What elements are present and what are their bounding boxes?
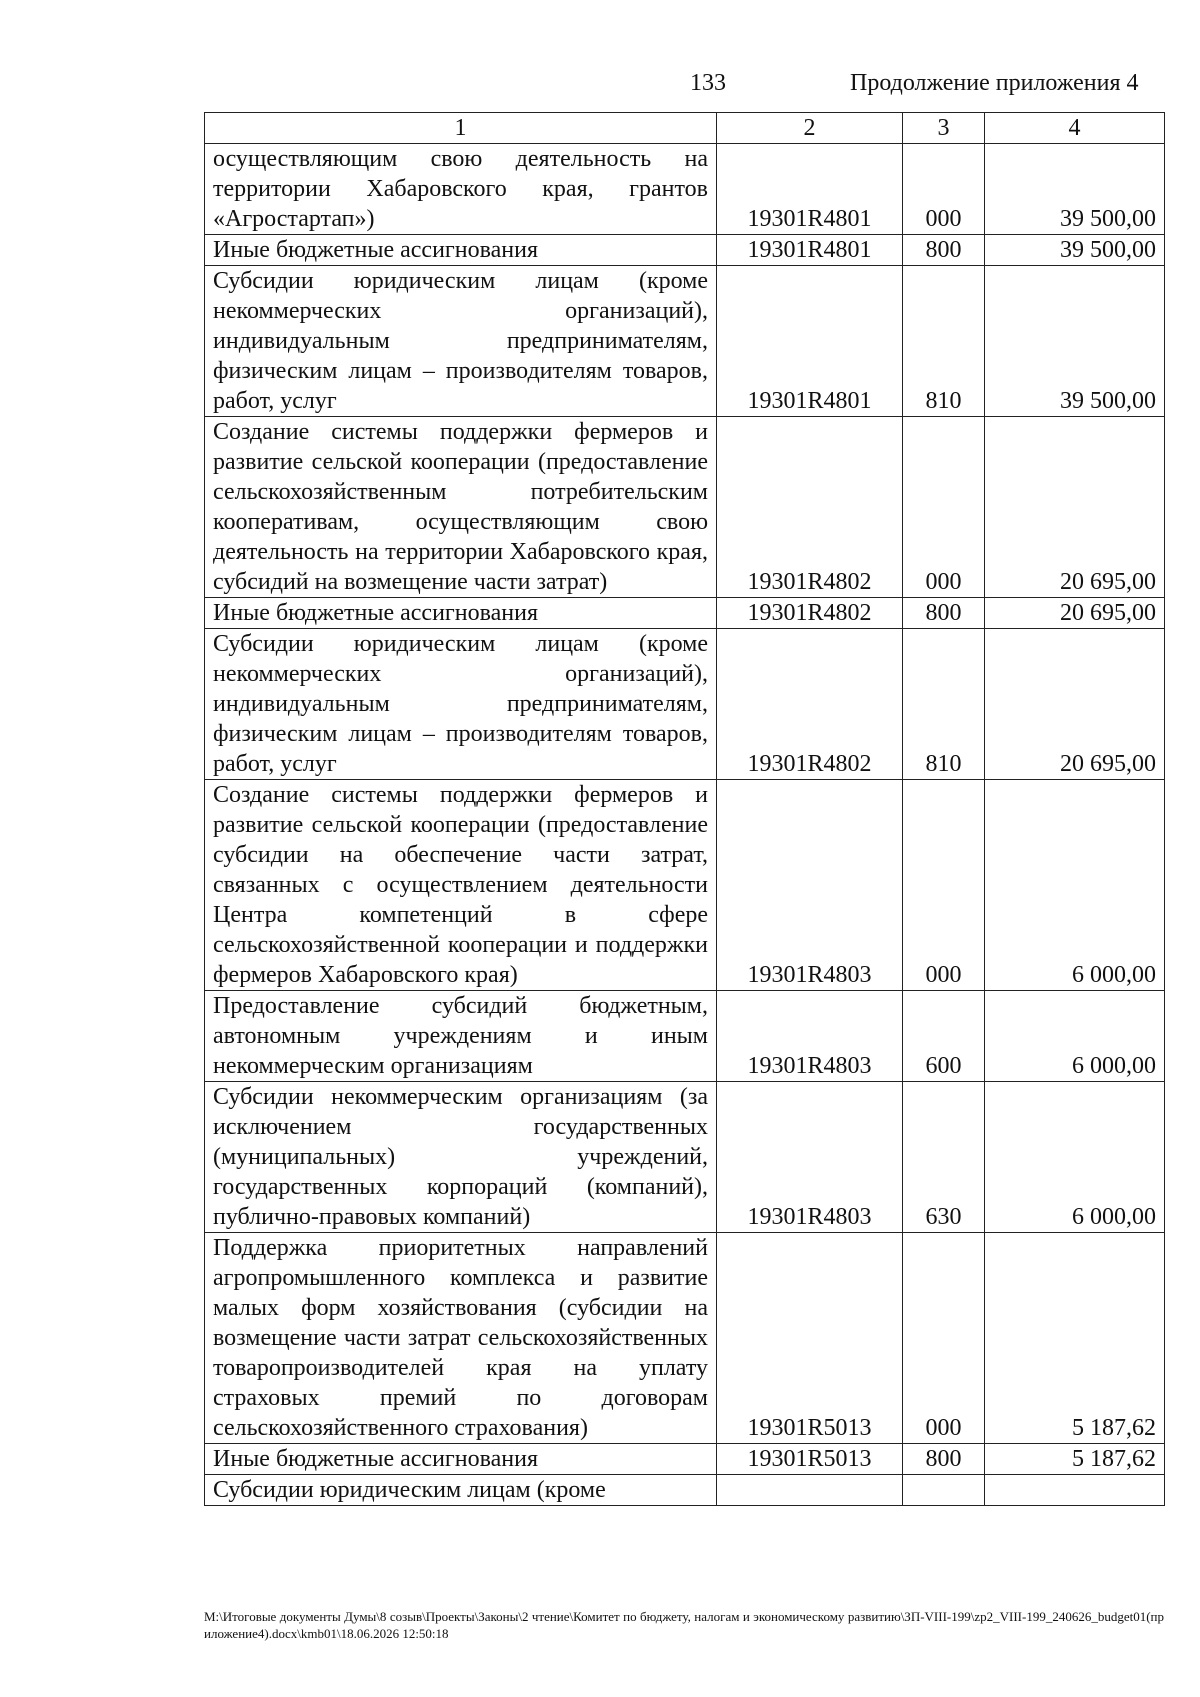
row-amount: 6 000,00 — [985, 991, 1165, 1082]
row-amount: 39 500,00 — [985, 266, 1165, 417]
table-row — [205, 144, 1165, 235]
row-name: осуществляющим свою деятельность на территории Хабаровского края, грантов «Агростартап») — [205, 144, 717, 235]
row-name: Субсидии юридическим лицам (кроме — [205, 1475, 717, 1506]
row-kind — [903, 1475, 985, 1506]
row-code: 19301R5013 — [717, 1444, 903, 1475]
table-row — [205, 1444, 1165, 1475]
row-kind: 800 — [903, 235, 985, 266]
row-code: 19301R4801 — [717, 235, 903, 266]
row-amount — [985, 1475, 1165, 1506]
table-row — [205, 1233, 1165, 1444]
table-row — [205, 266, 1165, 417]
row-name: Создание системы поддержки фермеров и развитие сельской кооперации (предоставление сельскохозяйственным потребительским кооперативам, осуществляющим свою деятельность на территории Хабаровского края, субсидий на возмещение части затрат) — [205, 417, 717, 598]
continuation-label: Продолжение приложения 4 — [850, 70, 1139, 96]
row-amount: 6 000,00 — [985, 1082, 1165, 1233]
row-amount: 5 187,62 — [985, 1233, 1165, 1444]
row-kind: 810 — [903, 629, 985, 780]
row-kind: 000 — [903, 144, 985, 235]
table-row — [205, 235, 1165, 266]
row-name: Поддержка приоритетных направлений агропромышленного комплекса и развитие малых форм хозяйствования (субсидии на возмещение части затрат сельскохозяйственных товаропроизводителей края на уплату страховых премий по договорам сельскохозяйственного страхования) — [205, 1233, 717, 1444]
row-amount: 20 695,00 — [985, 417, 1165, 598]
table-row — [205, 629, 1165, 780]
table-row — [205, 780, 1165, 991]
row-amount: 39 500,00 — [985, 144, 1165, 235]
row-amount: 20 695,00 — [985, 598, 1165, 629]
row-amount: 20 695,00 — [985, 629, 1165, 780]
row-name: Субсидии юридическим лицам (кроме некоммерческих организаций), индивидуальным предпринимателям, физическим лицам – производителям товаров, работ, услуг — [205, 629, 717, 780]
row-name: Субсидии некоммерческим организациям (за исключением государственных (муниципальных) учреждений, государственных корпораций (компаний), публично-правовых компаний) — [205, 1082, 717, 1233]
column-header-1: 1 — [205, 113, 717, 144]
row-name: Предоставление субсидий бюджетным, автономным учреждениям и иным некоммерческим организациям — [205, 991, 717, 1082]
row-kind: 810 — [903, 266, 985, 417]
row-code — [717, 1475, 903, 1506]
row-kind: 000 — [903, 780, 985, 991]
table-row — [205, 1082, 1165, 1233]
row-code: 19301R4801 — [717, 144, 903, 235]
column-header-2: 2 — [717, 113, 903, 144]
row-kind: 000 — [903, 417, 985, 598]
row-name: Иные бюджетные ассигнования — [205, 1444, 717, 1475]
row-code: 19301R4803 — [717, 991, 903, 1082]
row-name: Создание системы поддержки фермеров и развитие сельской кооперации (предоставление субсидии на обеспечение части затрат, связанных с осуществлением деятельности Центра компетенций в сфере сельскохозяйственной кооперации и поддержки фермеров Хабаровского края) — [205, 780, 717, 991]
table-row — [205, 598, 1165, 629]
row-code: 19301R4802 — [717, 629, 903, 780]
row-amount: 5 187,62 — [985, 1444, 1165, 1475]
row-kind: 000 — [903, 1233, 985, 1444]
column-header-3: 3 — [903, 113, 985, 144]
page-number: 133 — [690, 70, 726, 96]
budget-table — [204, 112, 1165, 1506]
row-code: 19301R4802 — [717, 417, 903, 598]
row-kind: 600 — [903, 991, 985, 1082]
column-header-4: 4 — [985, 113, 1165, 144]
row-code: 19301R4803 — [717, 780, 903, 991]
row-name: Иные бюджетные ассигнования — [205, 598, 717, 629]
table-header-row — [205, 113, 1165, 144]
row-code: 19301R4802 — [717, 598, 903, 629]
table-row — [205, 1475, 1165, 1506]
row-code: 19301R4801 — [717, 266, 903, 417]
row-amount: 6 000,00 — [985, 780, 1165, 991]
row-code: 19301R4803 — [717, 1082, 903, 1233]
row-code: 19301R5013 — [717, 1233, 903, 1444]
row-amount: 39 500,00 — [985, 235, 1165, 266]
document-path-footer: M:\Итоговые документы Думы\8 созыв\Проекты\Законы\2 чтение\Комитет по бюджету, налогам и экономическому развитию\ЗП-VIII-199\zp2_VIII-199_240626_budget01(приложение4).docx\kmb01\18.06.2026 12:50:18 — [204, 1609, 1164, 1641]
table-row — [205, 991, 1165, 1082]
row-kind: 800 — [903, 598, 985, 629]
row-name: Субсидии юридическим лицам (кроме некоммерческих организаций), индивидуальным предпринимателям, физическим лицам – производителям товаров, работ, услуг — [205, 266, 717, 417]
row-kind: 630 — [903, 1082, 985, 1233]
row-name: Иные бюджетные ассигнования — [205, 235, 717, 266]
row-kind: 800 — [903, 1444, 985, 1475]
table-row — [205, 417, 1165, 598]
